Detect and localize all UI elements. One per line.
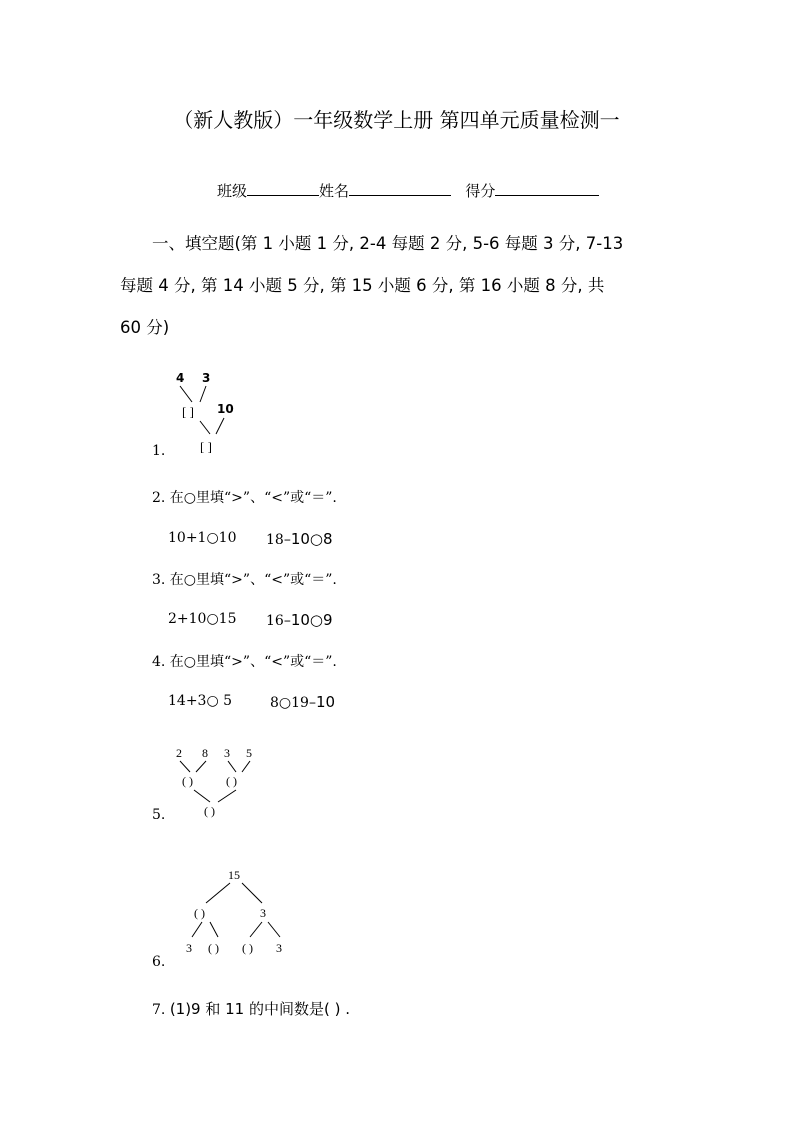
q5-right-parens: ( ) [226,774,237,788]
q5-line-4 [242,761,250,772]
q6-line-top-right [242,883,262,903]
q6-line-mid-left-b [210,922,218,937]
q7-line [152,998,350,1019]
q6-number-tree [170,865,300,965]
q4-text: 4. 在○里填“>”、“<”或“＝”. [152,654,337,670]
q5-line-3 [228,761,236,772]
q6-line-mid-right-a [250,922,262,937]
q3-expr2-a: 16– [266,613,291,629]
q6-bottom-parens-1: ( ) [208,941,219,955]
q5-line-6 [218,790,236,802]
section1-line3: 60 分) [120,318,170,337]
q6-bottom-parens-2: ( ) [242,941,253,955]
q3-expr2 [266,611,333,629]
q1-right-number: 10 [217,402,234,416]
q6-mid-left-parens: ( ) [194,906,205,920]
q5-n2: 8 [202,746,208,760]
q5-left-parens: ( ) [182,774,193,788]
q3-expr1: 2+10○15 [168,611,237,627]
class-blank [247,181,319,196]
page-title: （新人教版）一年级数学上册 第四单元质量检测一 [173,108,620,132]
q2-expr1: 10+1○10 [168,530,237,546]
q1-line-left [180,386,192,402]
q7-text: (1)9 和 11 的中间数是( ) . [169,1000,351,1018]
q7-number: 7. [152,1002,170,1018]
q5-n1: 2 [176,746,182,760]
q1-line-right [200,386,206,402]
q5-n3: 3 [224,746,230,760]
q5-number-tree [170,740,270,825]
q4-expr1: 14+3○ 5 [168,693,233,709]
score-blank [495,181,599,196]
section1-line1: 一、填空题(第 1 小题 1 分, 2-4 每题 2 分, 5-6 每题 3 分, 7-13 [152,234,624,253]
q4-expr2-b: 10 [315,693,336,711]
q6-line-mid-right-b [268,922,280,937]
q6-bottom-left: 3 [186,941,192,955]
q1-number: 1. [152,443,166,459]
section1-line2: 每题 4 分, 第 14 小题 5 分, 第 15 小题 6 分, 第 16 小题 8 分, 共 [120,276,605,295]
q1-line-down-left [200,421,210,434]
q4-expr2 [270,693,335,711]
q2-expr2 [266,530,333,548]
q6-mid-right: 3 [260,906,266,920]
q1-box: [ ] [182,404,194,419]
q1-bottom-box: [ ] [200,439,212,454]
q2-expr2-a: 18– [266,532,291,548]
q1-line-down-right [216,418,224,434]
q5-line-1 [180,761,190,772]
q2-text: 2. 在○里填“>”、“<”或“＝”. [152,490,337,506]
q5-number: 5. [152,807,166,823]
q1-top-left: 4 [176,371,185,385]
q6-top: 15 [228,868,240,882]
q5-line-5 [194,790,210,802]
class-label: 班级 [217,182,248,200]
q6-number: 6. [152,954,166,970]
q5-bottom-parens: ( ) [204,804,215,818]
q3-text: 3. 在○里填“>”、“<”或“＝”. [152,572,337,588]
q2-expr2-b: 10○8 [290,530,333,548]
q6-bottom-right: 3 [276,941,282,955]
q6-line-top-left [206,883,230,903]
q6-line-mid-left-a [192,922,202,937]
q5-n4: 5 [246,746,252,760]
q1-top-right: 3 [202,371,211,385]
q4-expr2-a: 8○19– [270,695,316,711]
name-blank [349,181,451,196]
q3-expr2-b: 10○9 [290,611,333,629]
score-label: 得分 [465,182,496,200]
q1-number-tree [170,366,250,456]
student-info-line [217,180,599,201]
name-label: 姓名 [319,182,350,200]
q5-line-2 [196,761,206,772]
